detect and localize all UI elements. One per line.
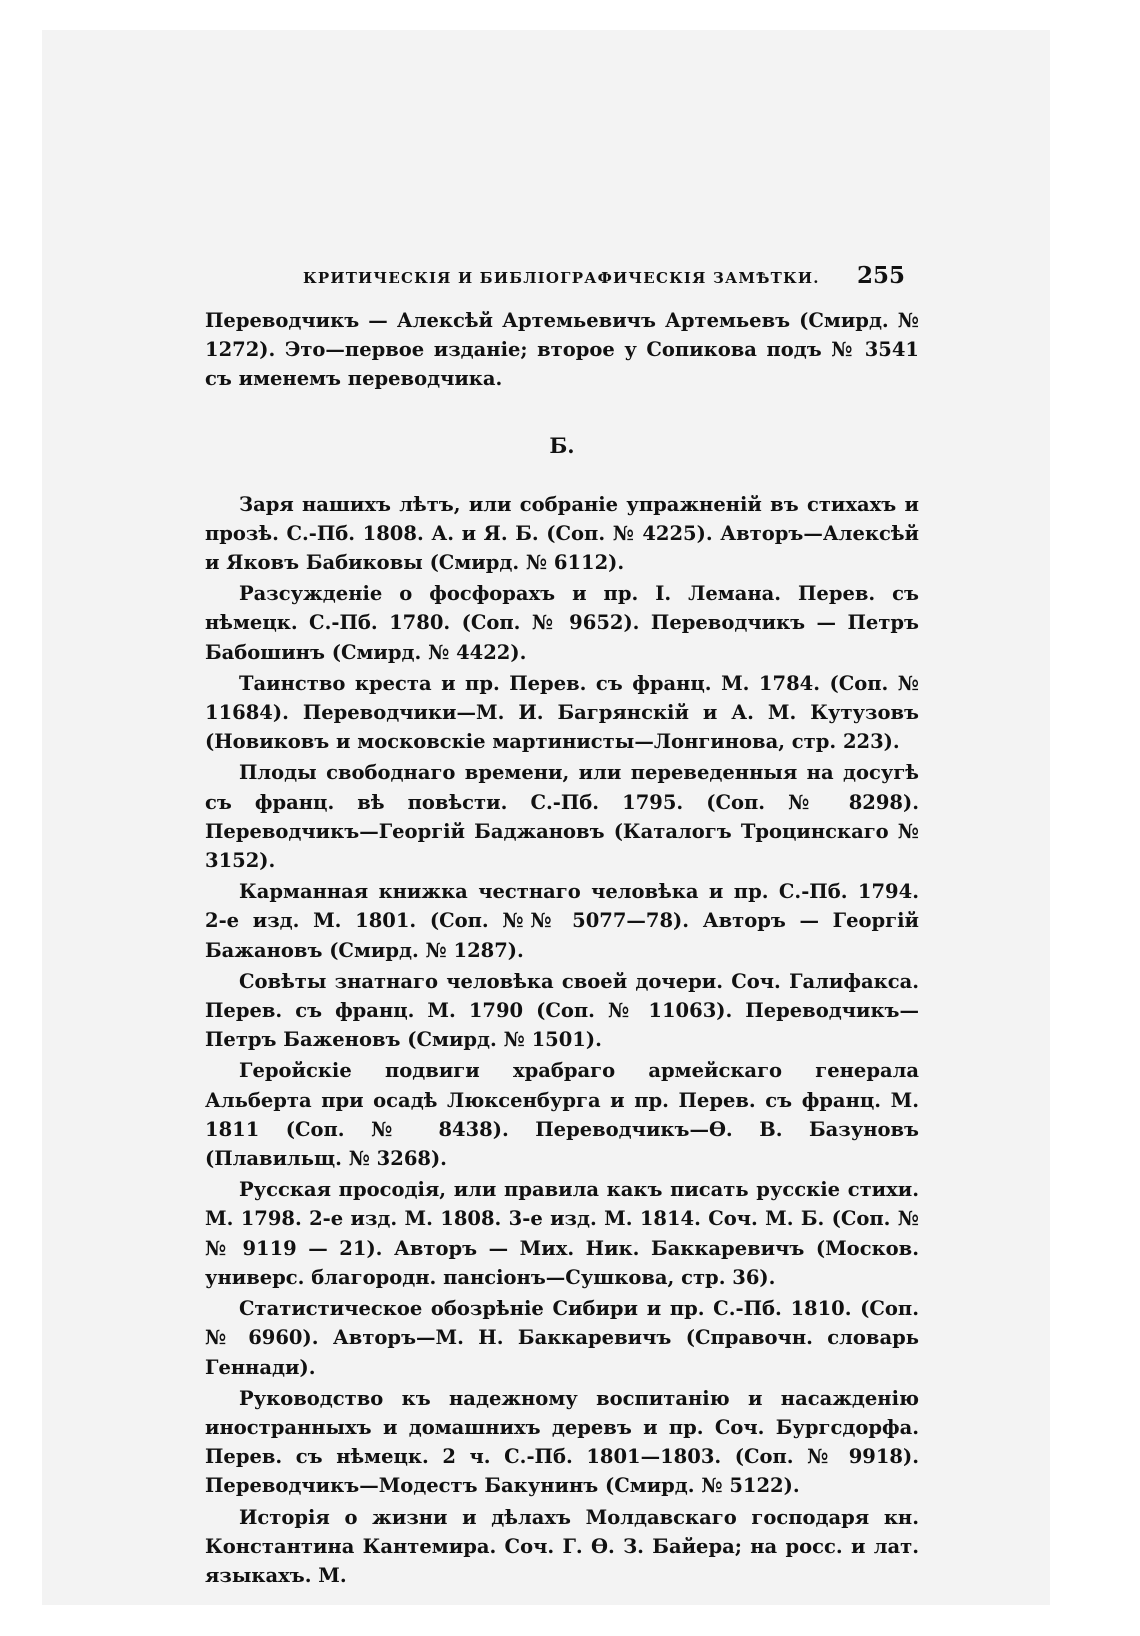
- section-heading: Б.: [549, 432, 575, 458]
- body-text: [205, 306, 919, 1590]
- bibliography-entry: Русская просодія, или правила какъ писать русскіе стихи. М. 1798. 2-е изд. М. 1808. 3-е изд. М. 1814. Соч. М. Б. (Соп. №№ 9119 — 21). Авторъ — Мих. Ник. Баккаревичъ (Москов. универс. благородн. пансіонъ—Сушкова, стр. 36).: [205, 1178, 919, 1289]
- bibliography-entry: Карманная книжка честнаго человѣка и пр. С.-Пб. 1794. 2-е изд. М. 1801. (Соп. №№ 5077—78). Авторъ — Георгій Бажановъ (Смирд. № 1287).: [205, 880, 919, 962]
- bibliography-entry: Геройскіе подвиги храбраго армейскаго генерала Альберта при осадѣ Люксенбурга и пр. Перев. съ франц. М. 1811 (Соп. № 8438). Переводчикъ—Ѳ. В. Базуновъ (Плавильщ. № 3268).: [205, 1059, 919, 1171]
- bibliography-entry: Совѣты знатнаго человѣка своей дочери. Соч. Галифакса. Перев. съ франц. М. 1790 (Соп. № 11063). Переводчикъ—Петръ Баженовъ (Смирд. № 1501).: [205, 969, 919, 1052]
- page-header: [205, 262, 919, 306]
- bibliography-entry: Статистическое обозрѣніе Сибири и пр. С.-Пб. 1810. (Соп. № 6960). Авторъ—М. Н. Баккаревичъ (Справочн. словарь Геннади).: [205, 1297, 919, 1379]
- bibliography-entry: Исторія о жизни и дѣлахъ Молдавскаго господаря кн. Константина Кантемира. Соч. Г. Ѳ. З. Байера; на росс. и лат. языкахъ. М.: [205, 1505, 919, 1587]
- bibliography-entry: Таинство креста и пр. Перев. съ франц. М. 1784. (Соп. № 11684). Переводчики—М. И. Багрянскій и А. М. Кутузовъ (Новиковъ и московскіе мартинисты—Лонгинова, стр. 223).: [205, 671, 919, 754]
- text-column: [205, 262, 919, 1590]
- bibliography-entry: Заря нашихъ лѣтъ, или собраніе упражненій въ стихахъ и прозѣ. С.-Пб. 1808. А. и Я. Б. (Соп. № 4225). Авторъ—Алексѣй и Яковъ Бабиковы (Смирд. № 6112).: [205, 492, 919, 575]
- bibliography-entry: Разсужденіе о фосфорахъ и пр. І. Лемана. Перев. съ нѣмецк. С.-Пб. 1780. (Соп. № 9652). Переводчикъ — Петръ Бабошинъ (Смирд. № 4422).: [205, 582, 919, 664]
- bibliography-entry: Руководство къ надежному воспитанію и насажденію иностранныхъ и домашнихъ деревъ и пр. Соч. Бургсдорфа. Перев. съ нѣмецк. 2 ч. С.-Пб. 1801—1803. (Соп. № 9918). Переводчикъ—Модестъ Бакунинъ (Смирд. № 5122).: [205, 1386, 919, 1498]
- book-page: [42, 30, 1050, 1605]
- running-title: КРИТИЧЕСКІЯ И БИБЛІОГРАФИЧЕСКІЯ ЗАМѢТКИ.: [303, 269, 820, 287]
- continued-paragraph: Переводчикъ — Алексѣй Артемьевичъ Артемьевъ (Смирд. № 1272). Это—первое изданіе; второе у Сопикова подъ № 3541 съ именемъ переводчика.: [205, 309, 919, 391]
- bibliography-entry: Плоды свободнаго времени, или переведенныя на досугѣ съ франц. вѣ повѣсти. С.-Пб. 1795. (Соп. № 8298). Переводчикъ—Георгій Баджановъ (Каталогъ Троцинскаго № 3152).: [205, 761, 919, 873]
- page-number: 255: [856, 262, 905, 289]
